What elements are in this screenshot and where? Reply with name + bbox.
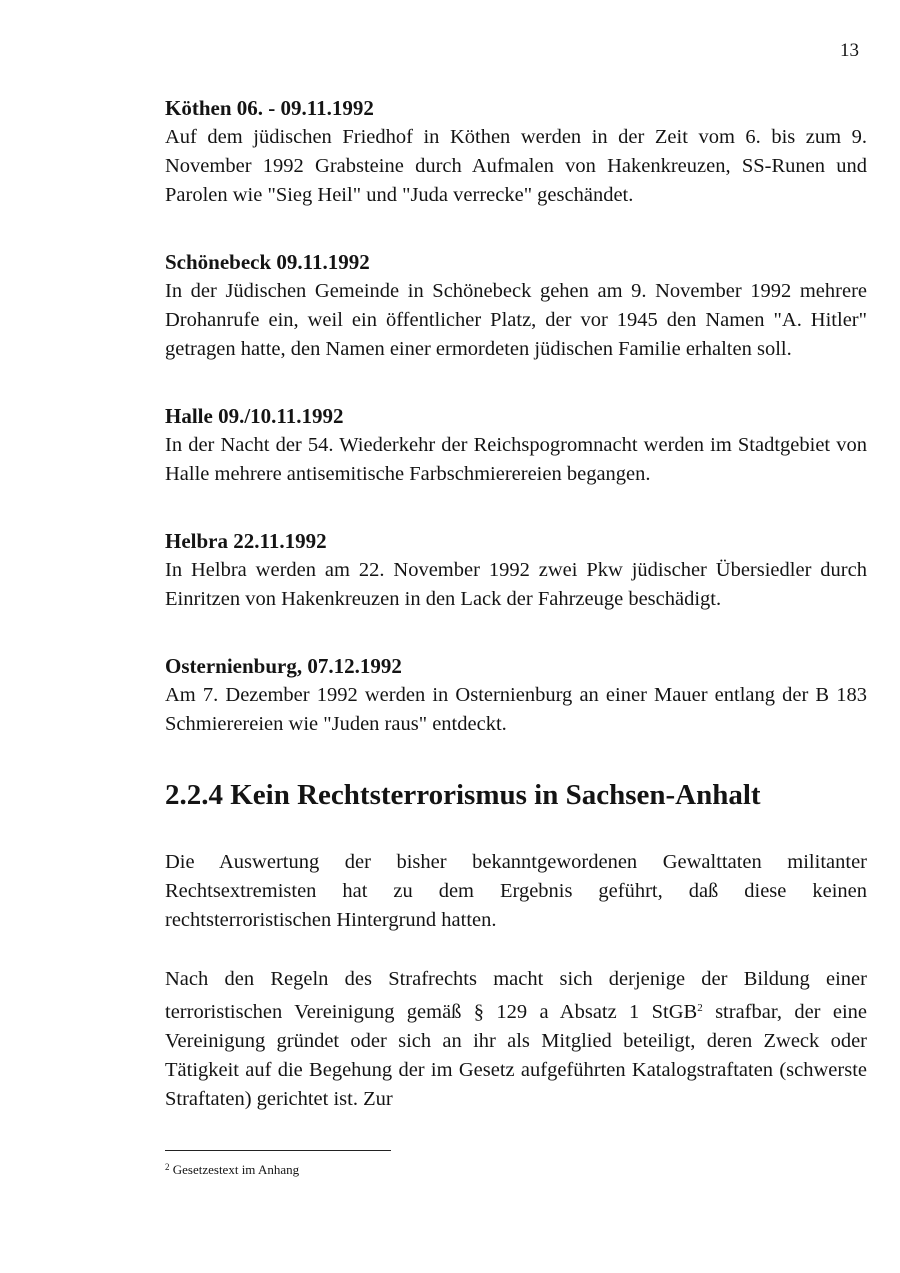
footnote-reference: 2 <box>697 1002 703 1014</box>
entry-text: Auf dem jüdischen Friedhof in Köthen werden in der Zeit vom 6. bis zum 9. November 1992 Grabsteine durch Aufmalen von Hakenkreuzen, SS-Runen und Parolen wie "Sieg Heil" und "Juda verrecke" geschändet. <box>165 126 867 206</box>
footnote-marker: 2 <box>165 1162 170 1172</box>
page-number: 13 <box>840 40 859 61</box>
entry-koethen <box>165 94 867 210</box>
body-text: strafbar, der eine Vereinigung gründet oder sich an ihr als Mitglied beteiligt, deren Zweck oder Tätigkeit auf die Begehung der im Gesetz aufgeführten Katalogstraftaten (schwerste Straftaten) gerichtet ist. Zur <box>165 1001 867 1110</box>
entry-halle <box>165 402 867 489</box>
entry-helbra <box>165 527 867 614</box>
entry-schoenebeck <box>165 248 867 364</box>
entry-title: Helbra 22.11.1992 <box>165 529 327 553</box>
entry-title: Osternienburg, 07.12.1992 <box>165 654 402 678</box>
footnote-text: Gesetzestext im Anhang <box>172 1162 300 1177</box>
section-heading: 2.2.4 Kein Rechtsterrorismus in Sachsen-Anhalt <box>165 779 761 811</box>
entry-text: In Helbra werden am 22. November 1992 zwei Pkw jüdischer Übersiedler durch Einritzen von Hakenkreuzen in den Lack der Fahrzeuge beschädigt. <box>165 559 867 610</box>
body-paragraph <box>165 965 867 1114</box>
entry-title: Halle 09./10.11.1992 <box>165 404 344 428</box>
entry-text: In der Nacht der 54. Wiederkehr der Reichspogromnacht werden im Stadtgebiet von Halle mehrere antisemitische Farbschmierereien begangen. <box>165 434 867 485</box>
footnote-divider <box>165 1150 391 1151</box>
entry-title: Schönebeck 09.11.1992 <box>165 250 370 274</box>
entry-text: Am 7. Dezember 1992 werden in Osternienburg an einer Mauer entlang der B 183 Schmierereien wie "Juden raus" entdeckt. <box>165 684 867 735</box>
page-content <box>165 94 867 1144</box>
body-paragraph: Die Auswertung der bisher bekanntgewordenen Gewalttaten militanter Rechtsextremisten hat zu dem Ergebnis geführt, daß diese keinen rechtsterroristischen Hintergrund hatten. <box>165 851 867 931</box>
footnote <box>165 1158 299 1179</box>
body-text: Nach den Regeln des Strafrechts macht sich derjenige der Bildung einer terroristischen Vereinigung gemäß § 129 a Absatz 1 StGB <box>165 968 867 1023</box>
entry-text: In der Jüdischen Gemeinde in Schönebeck gehen am 9. November 1992 mehrere Drohanrufe ein, weil ein öffentlicher Platz, der vor 1945 den Namen "A. Hitler" getragen hatte, den Namen einer ermordeten jüdischen Familie erhalten soll. <box>165 280 867 360</box>
entry-osternienburg <box>165 652 867 739</box>
entry-title: Köthen 06. - 09.11.1992 <box>165 96 374 120</box>
